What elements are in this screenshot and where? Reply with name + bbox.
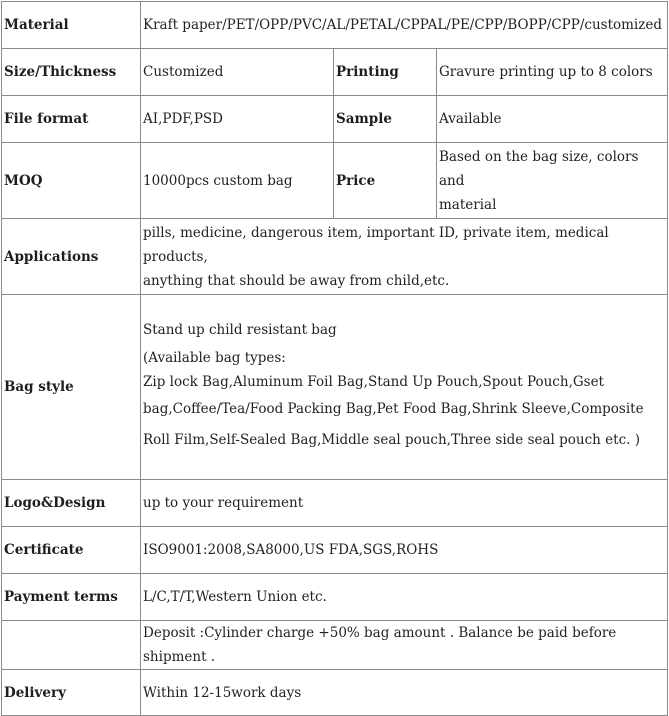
sample-value: Available xyxy=(437,96,668,143)
row-logo-design xyxy=(2,480,668,527)
deposit-label xyxy=(2,621,141,670)
printing-label: Printing xyxy=(334,49,437,96)
certificate-label: Certificate xyxy=(2,527,141,574)
row-file-format-sample xyxy=(2,96,668,143)
deposit-value: Deposit :Cylinder charge +50% bag amount . Balance be paid before shipment . xyxy=(141,621,668,670)
moq-label: MOQ xyxy=(2,143,141,219)
payment-terms-value: L/C,T/T,Western Union etc. xyxy=(141,574,668,621)
row-certificate xyxy=(2,527,668,574)
bag-style-line-2: (Available bag types: xyxy=(143,350,286,366)
bag-style-label: Bag style xyxy=(2,295,141,480)
material-label: Material xyxy=(2,2,141,49)
file-format-label: File format xyxy=(2,96,141,143)
row-moq-price xyxy=(2,143,668,219)
moq-value: 10000pcs custom bag xyxy=(141,143,334,219)
price-value-line-2: material xyxy=(439,196,497,213)
applications-label: Applications xyxy=(2,219,141,295)
bag-style-line-4: bag,Coffee/Tea/Food Packing Bag,Pet Food Bag,Shrink Sleeve,Composite xyxy=(143,401,644,417)
applications-line-1: pills, medicine, dangerous item, important ID, private item, medical products, xyxy=(143,224,609,265)
bag-style-line-1: Stand up child resistant bag xyxy=(143,322,337,338)
bag-style-line-3: Zip lock Bag,Aluminum Foil Bag,Stand Up Pouch,Spout Pouch,Gset xyxy=(143,374,604,390)
row-delivery xyxy=(2,670,668,716)
delivery-label: Delivery xyxy=(2,670,141,716)
logo-design-label: Logo&Design xyxy=(2,480,141,527)
delivery-value: Within 12-15work days xyxy=(141,670,668,716)
row-bag-style xyxy=(2,295,668,480)
row-deposit xyxy=(2,621,668,670)
certificate-value: ISO9001:2008,SA8000,US FDA,SGS,ROHS xyxy=(141,527,668,574)
bag-style-value xyxy=(141,295,668,480)
size-thickness-value: Customized xyxy=(141,49,334,96)
price-label: Price xyxy=(334,143,437,219)
size-thickness-label: Size/Thickness xyxy=(2,49,141,96)
row-size-printing xyxy=(2,49,668,96)
applications-value xyxy=(141,219,668,295)
product-spec-table xyxy=(1,1,668,716)
row-applications xyxy=(2,219,668,295)
printing-value: Gravure printing up to 8 colors xyxy=(437,49,668,96)
row-payment-terms xyxy=(2,574,668,621)
bag-style-line-5: Roll Film,Self-Sealed Bag,Middle seal pouch,Three side seal pouch etc. ) xyxy=(143,432,640,448)
file-format-value: AI,PDF,PSD xyxy=(141,96,334,143)
logo-design-value: up to your requirement xyxy=(141,480,668,527)
payment-terms-label: Payment terms xyxy=(2,574,141,621)
row-material xyxy=(2,2,668,49)
sample-label: Sample xyxy=(334,96,437,143)
material-value: Kraft paper/PET/OPP/PVC/AL/PETAL/CPPAL/PE/CPP/BOPP/CPP/customized xyxy=(141,2,668,49)
applications-line-2: anything that should be away from child,etc. xyxy=(143,272,450,289)
price-value-line-1: Based on the bag size, colors and xyxy=(439,148,639,189)
price-value xyxy=(437,143,668,219)
